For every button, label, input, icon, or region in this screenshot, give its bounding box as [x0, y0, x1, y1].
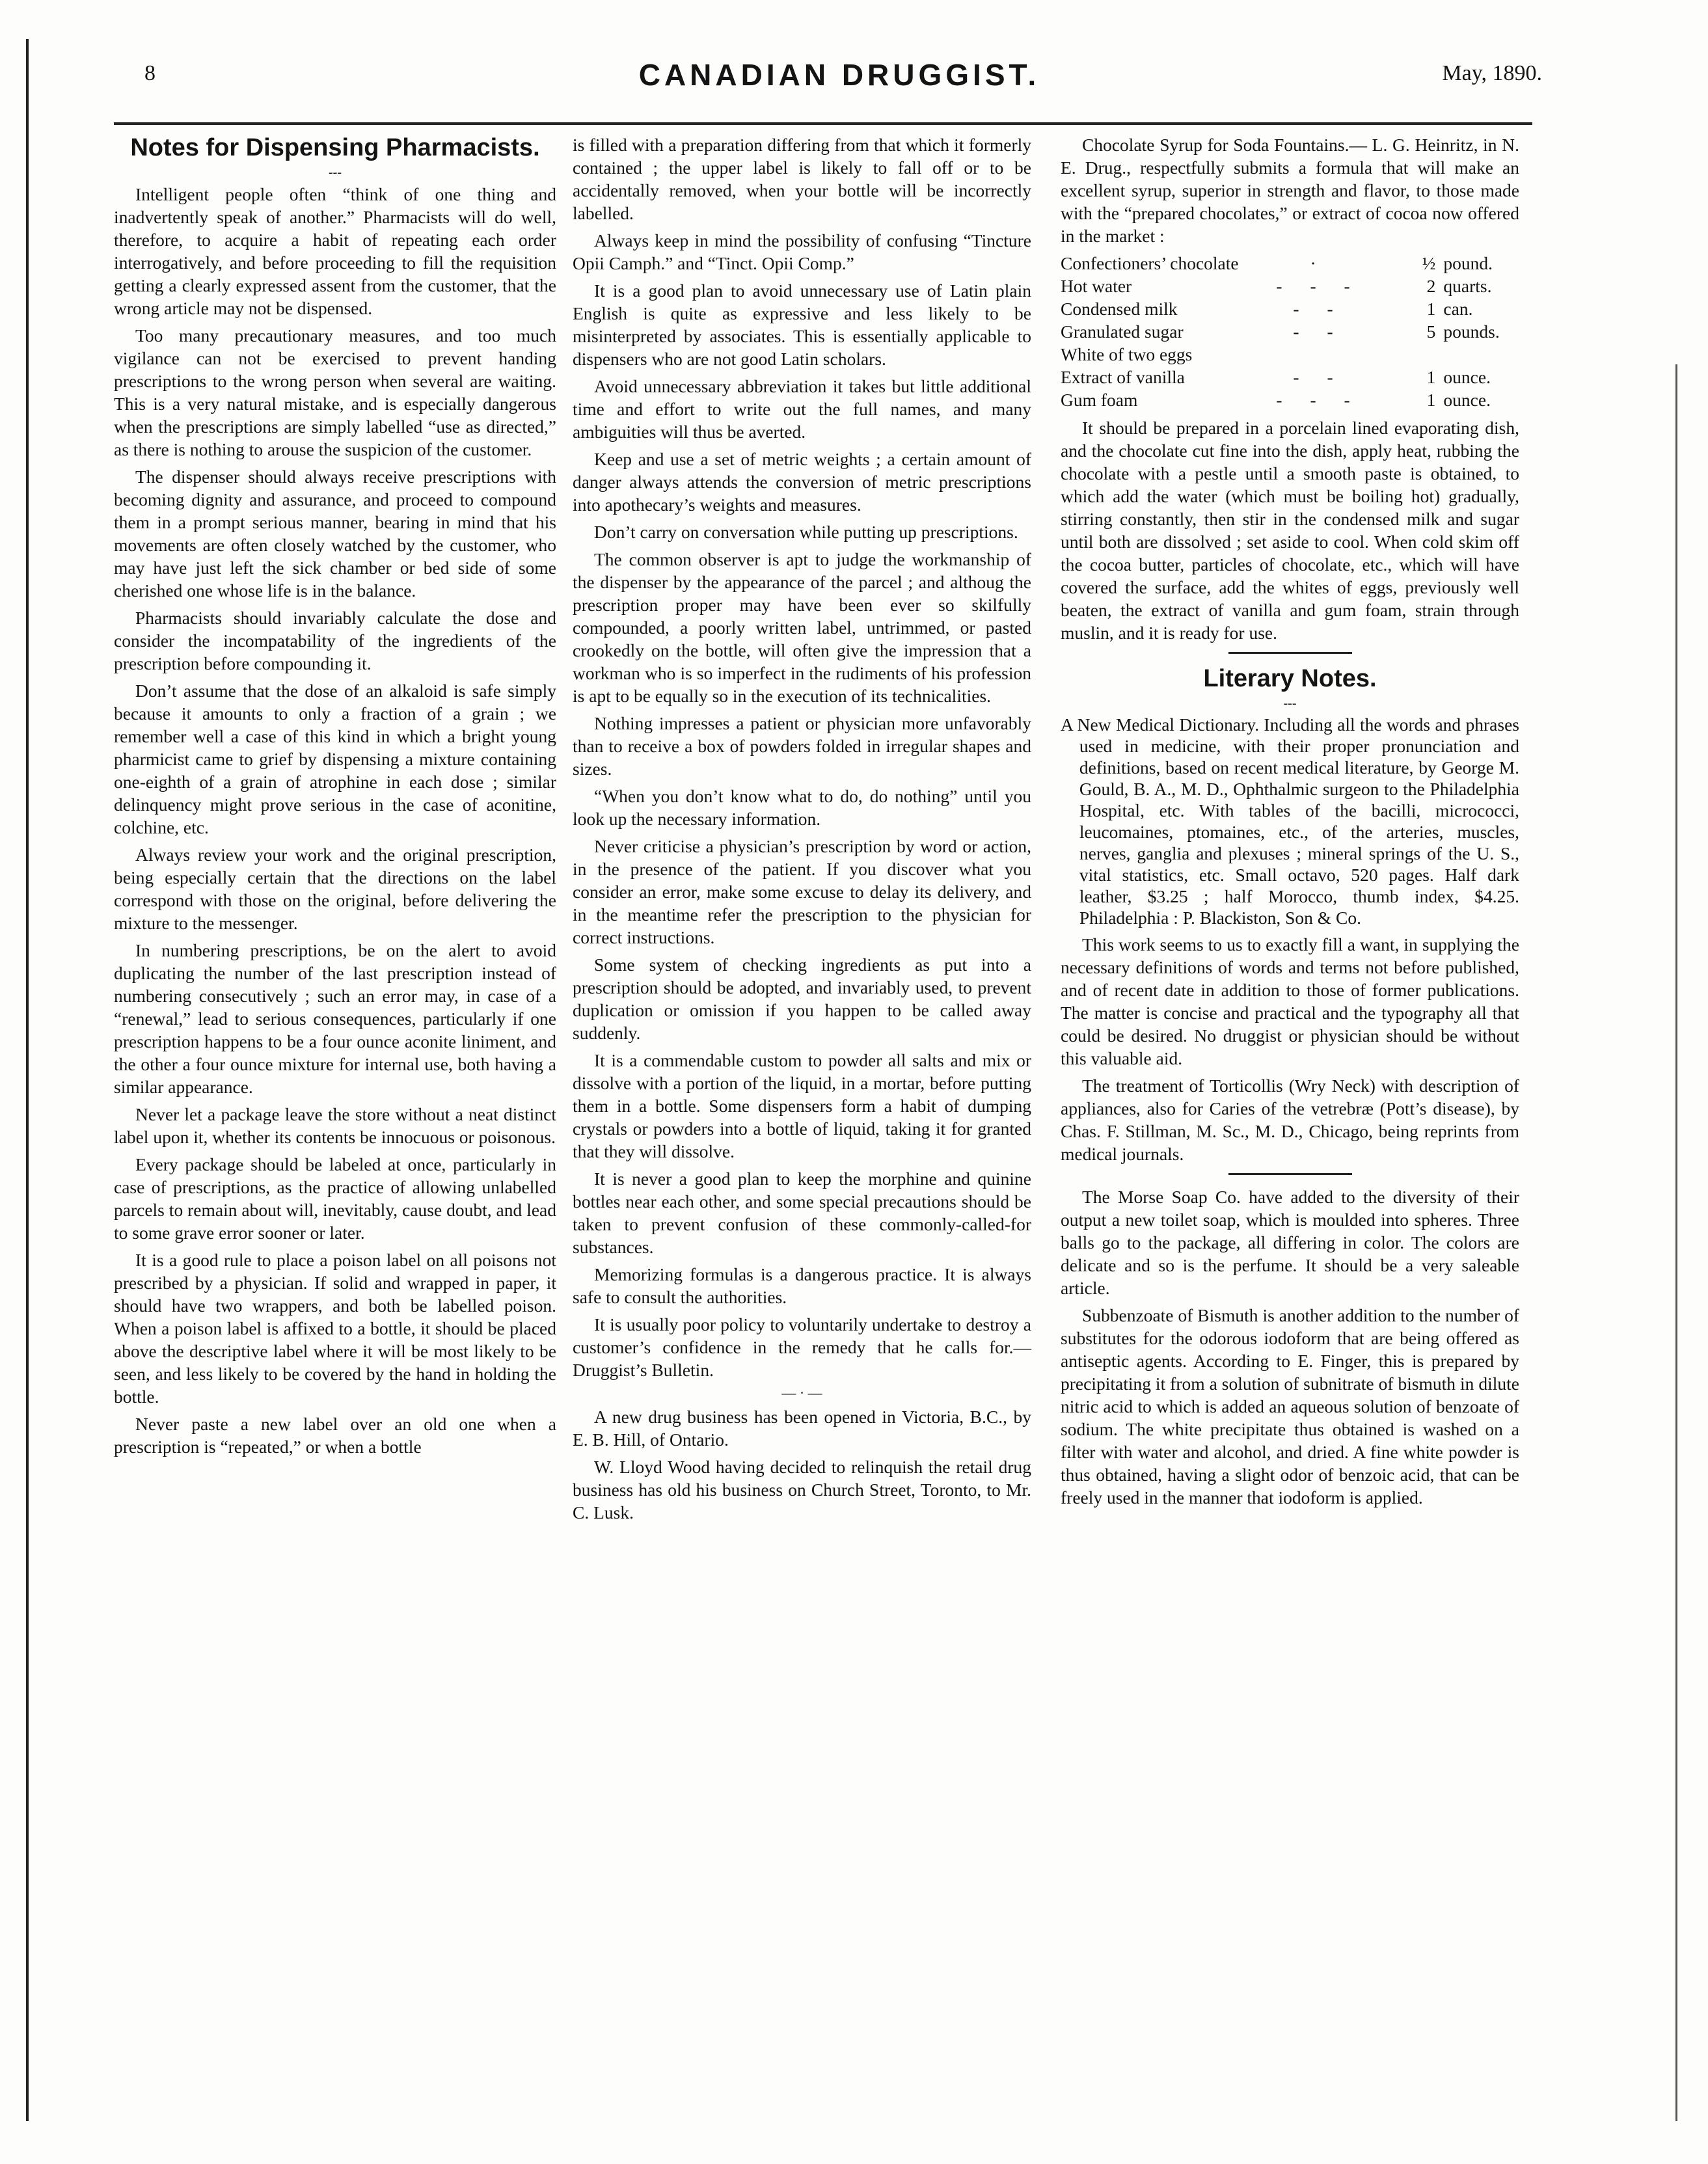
- recipe-row: [1061, 320, 1519, 343]
- right-margin-scan-line: [1675, 364, 1677, 2121]
- paragraph: Don’t assume that the dose of an alkaloid is safe simply because it amounts to only a fraction of a grain ; we remember well a case of this kind in which a bright young pharmicist came to grief by dispensing a mixture containing one-eighth of a grain of atrophine in each dose ; similar delinquency might prove serious in the case of aconitine, colchine, etc.: [114, 681, 556, 837]
- recipe-qty: 1: [1426, 390, 1436, 410]
- paragraph: Avoid unnecessary abbreviation it takes but little additional time and effort to write out the full names, and many ambiguities will thus be averted.: [573, 376, 1031, 442]
- paragraph: Don’t carry on conversation while putting up prescriptions.: [594, 522, 1018, 542]
- recipe-row: [1061, 252, 1519, 275]
- recipe-row: [1061, 275, 1519, 297]
- paragraph: The common observer is apt to judge the workmanship of the dispenser by the appearance of the parcel ; and althoug the prescription proper may have been ever so skilfully compounded, a poorly written label, untrimmed, or pasted crookedly on the bottle, will often give the impression that a workman who is so imperfect in the rudiments of his profession is apt to be equally so in the execution of its technicalities.: [573, 549, 1031, 706]
- syrup-method: It should be prepared in a porcelain lined evaporating dish, and the chocolate cut fine into the dish, apply heat, rubbing the chocolate with a pestle until a smooth paste is obtained, to which add the water (which must be boiling hot) gradually, stirring constantly, then stir in the condensed milk and sugar until both are dissolved ; set aside to cool. When cold skim off the cocoa butter, particles of chocolate, etc., which will have covered the surface, add the whites of eggs, previously well beaten, the extract of vanilla and gum foam, strain through muslin, and it is ready for use.: [1061, 418, 1519, 643]
- recipe-row: [1061, 366, 1519, 388]
- recipe-unit: ounce.: [1443, 390, 1491, 410]
- paragraph: It is a good rule to place a poison label on all poisons not prescribed by a physician. If solid and wrapped in paper, it should have two wrappers, and both be labelled poison. When a poison label is affixed to a bottle, it should be placed above the descriptive label where it will be most likely to be seen, and less likely to be covered by the hand in holding the bottle.: [114, 1250, 556, 1407]
- page-number: 8: [144, 61, 156, 85]
- recipe-qty: 2: [1426, 276, 1436, 296]
- paragraph: Always review your work and the original prescription, being especially certain that the directions on the label correspond with those on the original, before delivering the mixture to the messenger.: [114, 845, 556, 933]
- article-title-dispensing: Notes for Dispensing Pharmacists.: [130, 134, 540, 161]
- recipe-item: Extract of vanilla: [1061, 367, 1185, 387]
- recipe-qty: 1: [1426, 367, 1436, 387]
- paragraph: Always keep in mind the possibility of confusing “Tincture Opii Camph.” and “Tinct. Opii Comp.”: [573, 230, 1031, 273]
- paragraph: In numbering prescriptions, be on the alert to avoid duplicating the number of the last prescription instead of numbering consecutively ; such an error may, in case of a “renewal,” lead to serious consequences, particularly if one prescription happens to be a four ounce aconite liniment, and the other a four ounce mixture for internal use, both having a similar appearance.: [114, 940, 556, 1097]
- paragraph: Every package should be labeled at once, particularly in case of prescriptions, as the practice of allowing unlabelled parcels to remain about will, inevitably, cause doubt, and lead to some grave error sooner or later.: [114, 1154, 556, 1243]
- paragraph: Too many precautionary measures, and too much vigilance can not be exercised to prevent handing prescriptions to the wrong person when several are waiting. This is a very natural mistake, and is especially dangerous when the prescriptions are simply labelled “use as directed,” as there is nothing to arouse the suspicion of the customer.: [114, 325, 556, 459]
- recipe-qty: 1: [1426, 299, 1436, 319]
- recipe-row: [1061, 388, 1519, 411]
- paragraph: It is a commendable custom to powder all salts and mix or dissolve with a portion of the liquid, in a mortar, before putting them in a bottle. Some dispensers form a habit of dumping crystals or powders into a bottle of liquid, taking it for granted that they will dissolve.: [573, 1050, 1031, 1161]
- title-dash-divider: ---: [329, 165, 342, 180]
- literary-notes-title: Literary Notes.: [1203, 665, 1377, 692]
- column-2: [573, 133, 1031, 1528]
- recipe-item: Hot water: [1061, 276, 1132, 296]
- section-rule: [1228, 652, 1352, 654]
- section-separator: — · —: [781, 1385, 822, 1401]
- recipe-leader: - -: [1293, 367, 1345, 387]
- syrup-intro: Chocolate Syrup for Soda Fountains.— L. G. Heinritz, in N. E. Drug., respectfully submits a formula that will make an excellent syrup, superior in strength and flavor, to those made with the “prepared chocolates,” or extract of cocoa now offered in the market :: [1061, 135, 1519, 246]
- recipe-leader: - -: [1293, 321, 1345, 342]
- recipe-unit: ounce.: [1443, 367, 1491, 387]
- recipe-row: [1061, 343, 1519, 366]
- recipe-row: [1061, 297, 1519, 320]
- column-1: [114, 133, 556, 1463]
- page-header: [137, 57, 1542, 103]
- paragraph: The Morse Soap Co. have added to the diversity of their output a new toilet soap, which is moulded into spheres. Three balls go to the package, all differing in color. The colors are delicate and so is the perfume. It should be a very saleable article.: [1061, 1187, 1519, 1298]
- paragraph: It is never a good plan to keep the morphine and quinine bottles near each other, and some special precautions should be taken to prevent confusion of these commonly-called-for substances.: [573, 1169, 1031, 1257]
- paragraph: “When you don’t know what to do, do nothing” until you look up the necessary information.: [573, 786, 1031, 829]
- recipe-leader: - - -: [1276, 276, 1362, 296]
- recipe-unit: pounds.: [1443, 321, 1500, 342]
- paragraph: Pharmacists should invariably calculate the dose and consider the incompatability of the ingredients of the prescription before compounding it.: [114, 608, 556, 673]
- recipe-leader: ·: [1310, 253, 1328, 273]
- paragraph: Intelligent people often “think of one thing and inadvertently speak of another.” Pharmacists will do well, therefore, to acquire a habit of repeating each order interrogatively, and before proceeding to fill the requisition getting a clearly expressed assent from the customer, that the wrong article may not be dispensed.: [114, 184, 556, 318]
- recipe-item: Gum foam: [1061, 390, 1138, 410]
- issue-date: May, 1890.: [1442, 61, 1542, 85]
- paragraph: This work seems to us to exactly fill a want, in supplying the necessary definitions of words and terms not before published, and of recent date in addition to those of former publications. The matter is concise and practical and the typography all that could be desired. No druggist or physician should be without this valuable aid.: [1061, 934, 1519, 1068]
- paragraph: Subbenzoate of Bismuth is another addition to the number of substitutes for the odorous iodoform that are being offered as antiseptic agents. According to E. Finger, this is prepared by precipitating it from a solution of subnitrate of bismuth in dilute nitric acid to which is added an aqueous solution of benzoate of sodium. The white precipitate thus obtained is washed on a filter with water and alcohol, and dried. A fine white powder is thus obtained, having a slight odor of benzoic acid, that can be freely used in the manner that iodoform is applied.: [1061, 1305, 1519, 1508]
- recipe-item: Condensed milk: [1061, 299, 1178, 319]
- paragraph: is filled with a preparation differing from that which it formerly contained ; the upper label is likely to fall off or to be accidentally removed, when your bottle will be incorrectly labelled.: [573, 135, 1031, 223]
- recipe-unit: can.: [1443, 299, 1473, 319]
- recipe-leader: - -: [1293, 299, 1345, 319]
- paragraph: Memorizing formulas is a dangerous practice. It is always safe to consult the authorities.: [573, 1264, 1031, 1307]
- recipe-qty: 5: [1426, 321, 1436, 342]
- recipe-qty: ½: [1422, 253, 1436, 273]
- recipe-leader: [1239, 343, 1400, 366]
- paragraph: The dispenser should always receive prescriptions with becoming dignity and assurance, and proceed to compound them in a prompt serious manner, bearing in mind that his movements are often closely watched by the customer, who may have just left the sick chamber or bed side of some cherished one whose life is in the balance.: [114, 467, 556, 601]
- paragraph: The treatment of Torticollis (Wry Neck) with description of appliances, also for Caries of the vetrebræ (Pott’s disease), by Chas. F. Stillman, M. Sc., M. D., Chicago, being reprints from medical journals.: [1061, 1075, 1519, 1164]
- paragraph: Never paste a new label over an old one when a prescription is “repeated,” or when a bottle: [114, 1414, 556, 1457]
- column-3: [1061, 133, 1519, 1513]
- recipe-unit: [1443, 343, 1519, 366]
- recipe-item: White of two eggs: [1061, 344, 1193, 364]
- recipe-leader: - - -: [1276, 390, 1362, 410]
- paragraph: Never let a package leave the store without a neat distinct label upon it, whether its contents be innocuous or poisonous.: [114, 1104, 556, 1147]
- recipe-qty: [1399, 343, 1443, 366]
- paragraph: Some system of checking ingredients as put into a prescription should be adopted, and invariably used, to prevent duplication or omission if you happen to be called away suddenly.: [573, 954, 1031, 1043]
- section-rule: [1228, 1173, 1352, 1175]
- paragraph: Nothing impresses a patient or physician more unfavorably than to receive a box of powders folded in irregular shapes and sizes.: [573, 713, 1031, 779]
- recipe-item: Granulated sugar: [1061, 321, 1184, 342]
- header-rule: [114, 122, 1532, 125]
- recipe-table: [1061, 252, 1519, 411]
- paragraph: Keep and use a set of metric weights ; a certain amount of danger always attends the conversion of metric prescriptions into apothecary’s weights and measures.: [573, 449, 1031, 515]
- news-item: A new drug business has been opened in Victoria, B.C., by E. B. Hill, of Ontario.: [573, 1407, 1031, 1450]
- recipe-unit: quarts.: [1443, 276, 1492, 296]
- left-margin-scan-line: [26, 39, 29, 2121]
- title-dash-divider: ---: [1283, 696, 1297, 710]
- recipe-item: Confectioners’ chocolate: [1061, 253, 1239, 273]
- masthead: CANADIAN DRUGGIST.: [638, 58, 1040, 92]
- news-item: W. Lloyd Wood having decided to relinquish the retail drug business has old his business on Church Street, Toronto, to Mr. C. Lusk.: [573, 1457, 1031, 1522]
- paragraph: Never criticise a physician’s prescription by word or action, in the presence of the patient. If you discover what you consider an error, make some excuse to delay its delivery, and in the meantime refer the prescription to the physician for correct instructions.: [573, 836, 1031, 947]
- recipe-unit: pound.: [1443, 253, 1493, 273]
- paragraph: It is usually poor policy to voluntarily undertake to destroy a customer’s confidence in the remedy that he calls for.—Druggist’s Bulletin.: [573, 1314, 1031, 1380]
- paragraph: It is a good plan to avoid unnecessary use of Latin plain English is quite as expressive and less likely to be misinterpreted by associates. This is essentially applicable to dispensers who are not good Latin scholars.: [573, 280, 1031, 369]
- dictionary-notice: A New Medical Dictionary. Including all the words and phrases used in medicine, with their proper pronunciation and definitions, based on recent medical literature, by George M. Gould, B. A., M. D., Ophthalmic surgeon to the Philadelphia Hospital, etc. With tables of the bacilli, micrococci, leucomaines, ptomaines, etc., of the arteries, muscles, nerves, ganglia and plexuses ; mineral springs of the U. S., vital statistics, etc. Small octavo, 520 pages. Half dark leather, $3.25 ; half Morocco, thumb index, $4.25. Philadelphia : P. Blackiston, Son & Co.: [1061, 714, 1519, 928]
